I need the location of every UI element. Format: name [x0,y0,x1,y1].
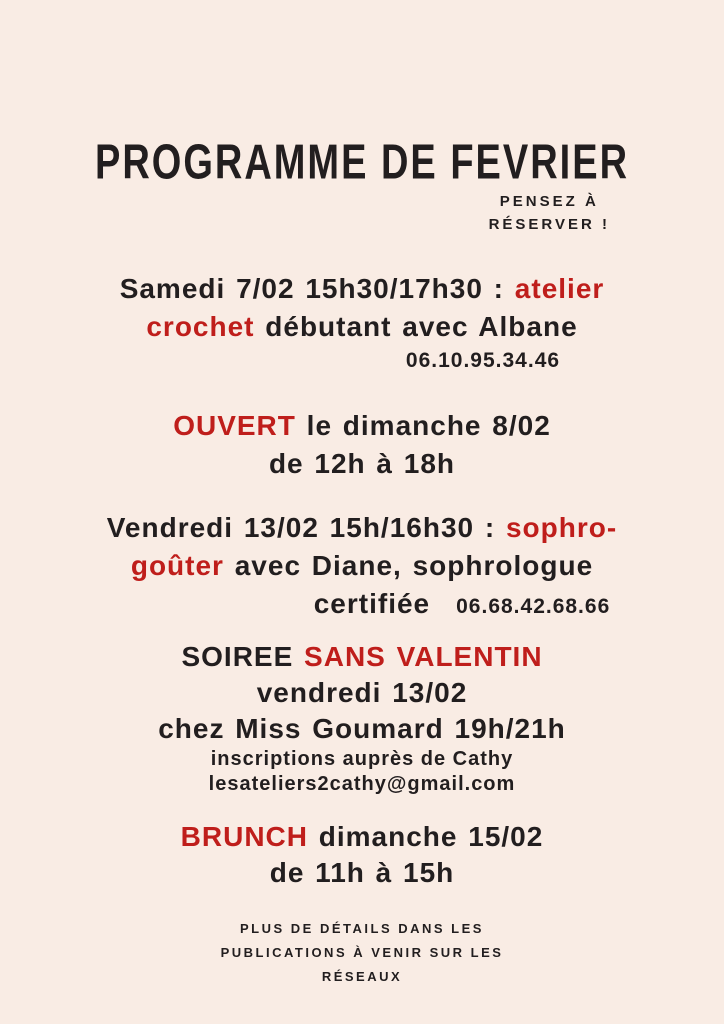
event-sophro-line2 [0,547,724,585]
text-segment: dimanche 15/02 [307,821,544,852]
footer-note [0,917,724,989]
event-crochet [0,270,724,374]
event-brunch-line2: de 11h à 15h [269,857,455,888]
event-crochet-phone: 06.10.95.34.46 [405,349,561,372]
event-sophro [0,509,724,626]
event-sophro-line3 [100,585,724,626]
event-brunch-line1 [0,819,724,855]
event-brunch [0,819,724,891]
footer-line1: PLUS DE DÉTAILS DANS LES [240,921,484,936]
footer-line2: PUBLICATIONS À VENIR SUR LES [220,945,504,960]
event-soiree-title [0,639,724,675]
highlight-segment: atelier [514,273,605,304]
event-sophro-line1 [0,509,724,547]
text-segment: certifiée [313,588,431,619]
event-crochet-line1 [0,270,724,308]
reserve-note [489,190,610,236]
highlight-segment: goûter [130,550,224,581]
event-crochet-line2 [0,308,724,346]
text-segment: SOIREE [181,641,305,672]
highlight-segment: crochet [146,311,255,342]
highlight-segment: sophro- [505,512,618,543]
event-soiree [0,639,724,797]
event-soiree-place: chez Miss Goumard 19h/21h [158,713,566,744]
highlight-segment: BRUNCH [180,821,308,852]
event-soiree-date: vendredi 13/02 [256,677,468,708]
page-title [0,135,724,190]
footer-line3: RÉSEAUX [321,969,403,984]
highlight-segment: SANS VALENTIN [304,641,543,672]
text-segment: le dimanche 8/02 [295,410,551,441]
reserve-note-line1: PENSEZ À [499,193,599,210]
event-soiree-email: lesateliers2cathy@gmail.com [208,773,516,795]
event-ouvert [0,407,724,483]
event-sophro-phone: 06.68.42.68.66 [456,595,611,618]
text-segment: Vendredi 13/02 15h/16h30 : [106,512,506,543]
reserve-note-line2: RÉSERVER ! [488,216,610,233]
page-title-text: PROGRAMME DE FEVRIER [94,135,630,190]
highlight-segment: OUVERT [173,410,296,441]
text-segment: débutant avec Albane [254,311,578,342]
event-ouvert-line1 [0,407,724,445]
text-segment: Samedi 7/02 15h30/17h30 : [119,273,515,304]
text-segment: avec Diane, sophrologue [223,550,594,581]
event-soiree-inscriptions: inscriptions auprès de Cathy [210,748,514,770]
event-ouvert-line2: de 12h à 18h [268,448,456,479]
